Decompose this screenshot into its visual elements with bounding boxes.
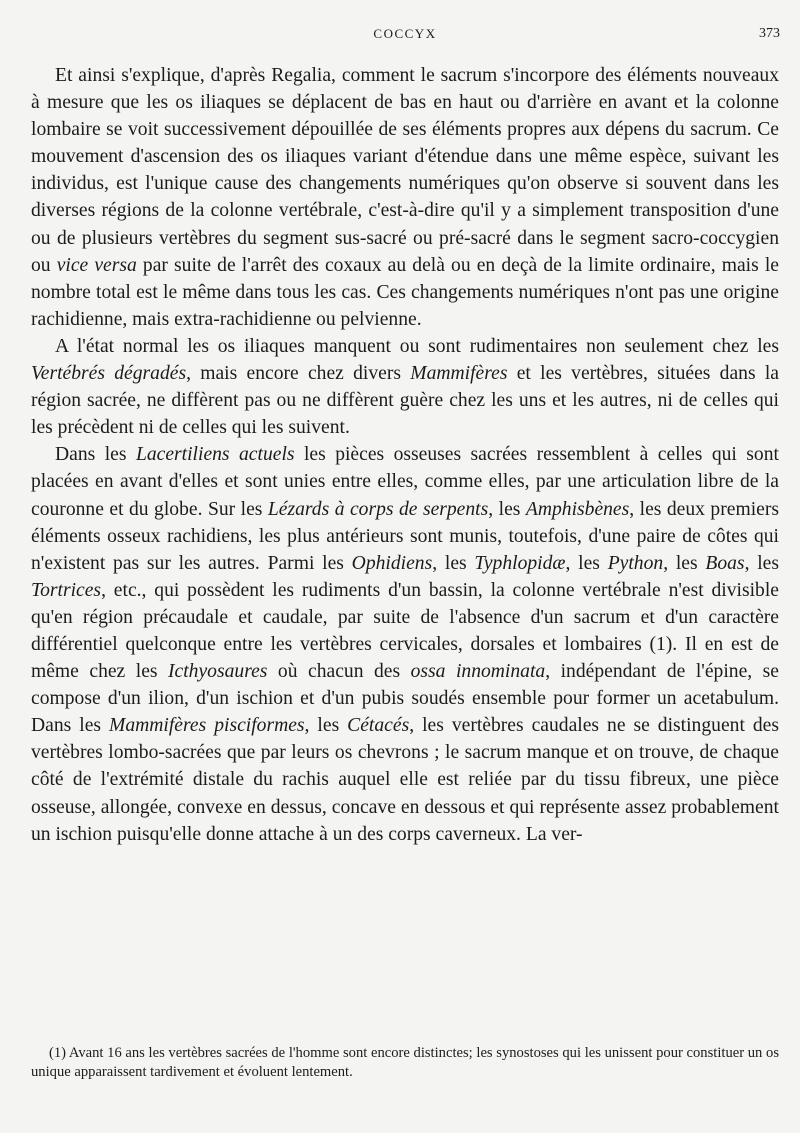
italic-term: Vertébrés dégradés [31, 363, 187, 385]
text-run: , les [432, 552, 475, 574]
footnote: (1) Avant 16 ans les vertèbres sacrées de l'homme sont encore distinctes; les synostoses qui les unissent pour constituer un os unique apparaissent tardivement et évoluent lentement. [31, 1045, 779, 1080]
text-run: , les vertèbres caudales ne se distinguent des vertèbres lombo-sacrées que par leurs os chevrons ; le sacrum manque et on trouve, de chaque côté de l'extrémité distale du rachis auquel elle est reliée par du tissu fibreux, une pièce osseuse, allongée, convexe en dessus, concave en dessous et qui représente assez probablement un ischion puisqu'elle donne attache à un des corps caverneux. La ver- [31, 715, 779, 845]
text-run: , etc., qui possèdent les rudiments d'un bassin, la colonne vertébrale n'est divisible qu'en région précaudale et caudale, par suite de l'absence d'un sacrum et d'un caractère différentiel quelconque entre les vertèbres cervicales, dorsales et lombaires (1). Il en est de même chez les [31, 579, 779, 683]
italic-term: Lacertiliens actuels [135, 444, 295, 466]
italic-term: Mammifères [410, 363, 508, 385]
paragraph [31, 333, 779, 441]
italic-term: vice versa [56, 254, 137, 276]
text-run: , indépendant de l'épine, se compose d'un ilion, d'un ischion et d'un pubis soudés ensemble pour former un acetabulum. Dans les [31, 661, 779, 737]
italic-term: Tortrices [31, 579, 102, 601]
italic-term: Boas [705, 552, 745, 574]
text-run: , mais encore chez divers [186, 363, 411, 385]
italic-term: Icthyosaures [168, 661, 268, 683]
italic-term: Mammifères pisciformes [109, 715, 305, 737]
text-run: où chacun des [267, 661, 411, 683]
paragraph [31, 441, 779, 847]
italic-term: ossa innominata [410, 661, 546, 683]
italic-term: Amphisbènes [525, 498, 630, 520]
text-run: Et ainsi s'explique, d'après Regalia, comment le sacrum s'incorpore des éléments nouveaux à mesure que les os iliaques se déplacent de bas en haut ou d'arrière en avant et la colonne lombaire se voit successivement dépouillée de ses éléments propres aux dépens du sacrum. Ce mouvement d'ascension des os iliaques variant d'étendue dans une même espèce, suivant les individus, est l'unique cause des changements numériques qu'on observe si souvent dans les diverses régions de la colonne vertébrale, c'est-à-dire qu'il y a simplement transposition d'une ou de plusieurs vertèbres du segment sus-sacré ou pré-sacré dans le segment sacro-coccygien ou [31, 65, 779, 276]
text-run: , les [488, 498, 526, 520]
text-run: Dans les [55, 444, 136, 466]
italic-term: Typhlopidæ [474, 552, 566, 574]
body-text [31, 62, 779, 848]
text-run: , les deux premiers éléments osseux rachidiens, les plus antérieurs sont munis, toutefois, d'une paire de côtes qui n'existent pas sur les autres. Parmi les [31, 498, 779, 574]
text-run: A l'état normal les os iliaques manquent ou sont rudimentaires non seulement chez les [55, 335, 779, 357]
running-title: COCCYX [373, 26, 437, 41]
text-run: , les [663, 552, 706, 574]
text-run: les pièces osseuses sacrées ressemblent à celles qui sont placées en avant d'elles et sont unies entre elles, comme elles, par une articulation libre de la couronne et du globe. Sur les [31, 444, 779, 520]
italic-term: Lézards à corps de serpents [267, 498, 489, 520]
page-number: 373 [759, 26, 780, 41]
text-run: , les [565, 552, 608, 574]
text-run: et les vertèbres, situées dans la région sacrée, ne diffèrent pas ou ne diffèrent guère chez les uns et les autres, ni de celles qui les précèdent ni de celles qui les suivent. [31, 363, 779, 439]
text-run: par suite de l'arrêt des coxaux au delà ou en deçà de la limite ordinaire, mais le nombre total est le même dans tous les cas. Ces changements numériques n'ont pas une origine rachidienne, mais extra-rachidienne ou pelvienne. [31, 254, 779, 330]
italic-term: Python [607, 552, 664, 574]
italic-term: Ophidiens [351, 552, 433, 574]
text-run: , les [744, 552, 779, 574]
italic-term: Cétacés [347, 715, 410, 737]
text-run: , les [304, 715, 348, 737]
paragraph [31, 62, 779, 333]
page-header [30, 22, 780, 46]
